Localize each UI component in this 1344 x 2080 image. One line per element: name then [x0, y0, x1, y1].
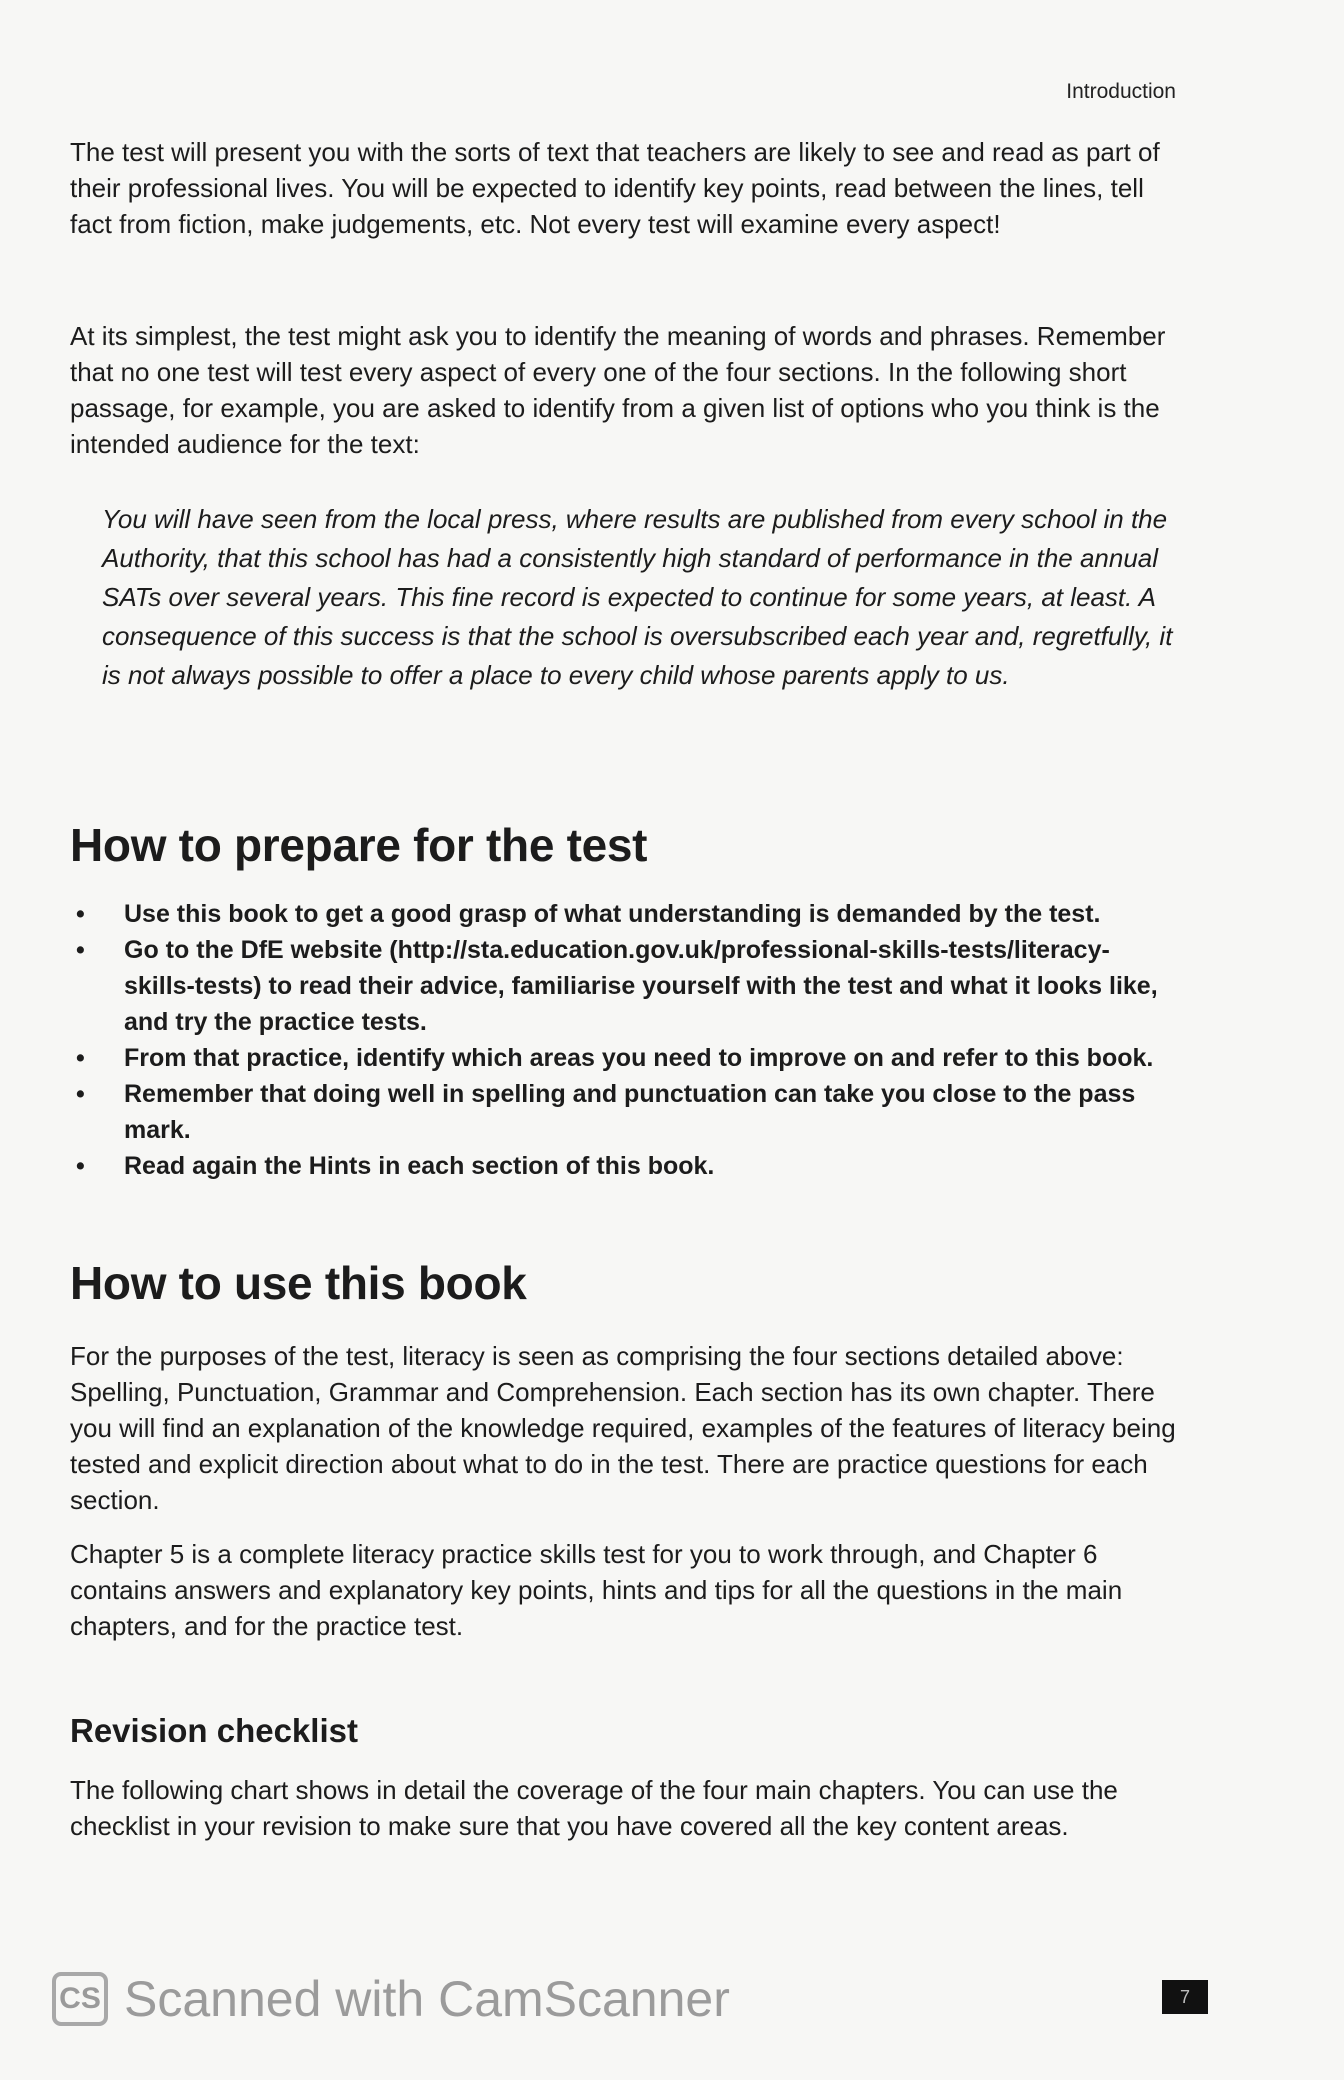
list-item: • From that practice, identify which areas you need to improve on and refer to this book. [70, 1040, 1180, 1076]
example-passage: You will have seen from the local press, where results are published from every school in the Authority, that this school has had a consistently high standard of performance in the annual SATs over several years. This fine record is expected to continue for some years, at least. A consequence of this success is that the school is oversubscribed each year and, regretfully, it is not always possible to offer a place to every child whose parents apply to us. [102, 504, 1173, 690]
bullet-icon: • [76, 1080, 85, 1108]
camscanner-watermark [52, 1970, 730, 2028]
list-item: • Use this book to get a good grasp of what understanding is demanded by the test. [70, 896, 1180, 932]
camscanner-text: Scanned with CamScanner [124, 1971, 730, 2027]
heading-revision-checklist: Revision checklist [70, 1712, 358, 1749]
page-number: 7 [1162, 1980, 1208, 2014]
bullet-icon: • [76, 1152, 85, 1180]
use-paragraph-2: Chapter 5 is a complete literacy practice skills test for you to work through, and Chapter 6 contains answers and explanatory key points, hints and tips for all the questions in the main chapters, and for the practice test. [70, 1539, 1123, 1641]
revision-paragraph: The following chart shows in detail the coverage of the four main chapters. You can use the checklist in your revision to make sure that you have covered all the key content areas. [70, 1775, 1118, 1841]
use-paragraph-1: For the purposes of the test, literacy is seen as comprising the four sections detailed above: Spelling, Punctuation, Grammar and Comprehension. Each section has its own chapter. There you will find an explanation of the knowledge required, examples of the features of literacy being tested and explicit direction about what to do in the test. There are practice questions for each section. [70, 1341, 1176, 1515]
bullet-icon: • [76, 1044, 85, 1072]
list-item: • Go to the DfE website (http://sta.education.gov.uk/professional-skills-tests/literacy-skills-tests) to read their advice, familiarise yourself with the test and what it looks like, and try the practice tests. [70, 932, 1180, 1040]
heading-how-to-use: How to use this book [70, 1257, 527, 1309]
prepare-bullet-list [70, 896, 1180, 1184]
list-item: • Read again the Hints in each section of this book. [70, 1148, 1180, 1184]
bullet-icon: • [76, 936, 85, 964]
running-header: Introduction [1066, 80, 1176, 103]
list-item: • Remember that doing well in spelling and punctuation can take you close to the pass mark. [70, 1076, 1180, 1148]
intro-paragraph-2: At its simplest, the test might ask you to identify the meaning of words and phrases. Remember that no one test will test every aspect of every one of the four sections. In the following short passage, for example, you are asked to identify from a given list of options who you think is the intended audience for the text: [70, 321, 1166, 459]
intro-paragraph-1: The test will present you with the sorts of text that teachers are likely to see and read as part of their professional lives. You will be expected to identify key points, read between the lines, tell fact from fiction, make judgements, etc. Not every test will examine every aspect! [70, 137, 1160, 239]
camscanner-logo-icon: CS [52, 1972, 108, 2026]
heading-how-to-prepare: How to prepare for the test [70, 819, 648, 871]
bullet-icon: • [76, 900, 85, 928]
